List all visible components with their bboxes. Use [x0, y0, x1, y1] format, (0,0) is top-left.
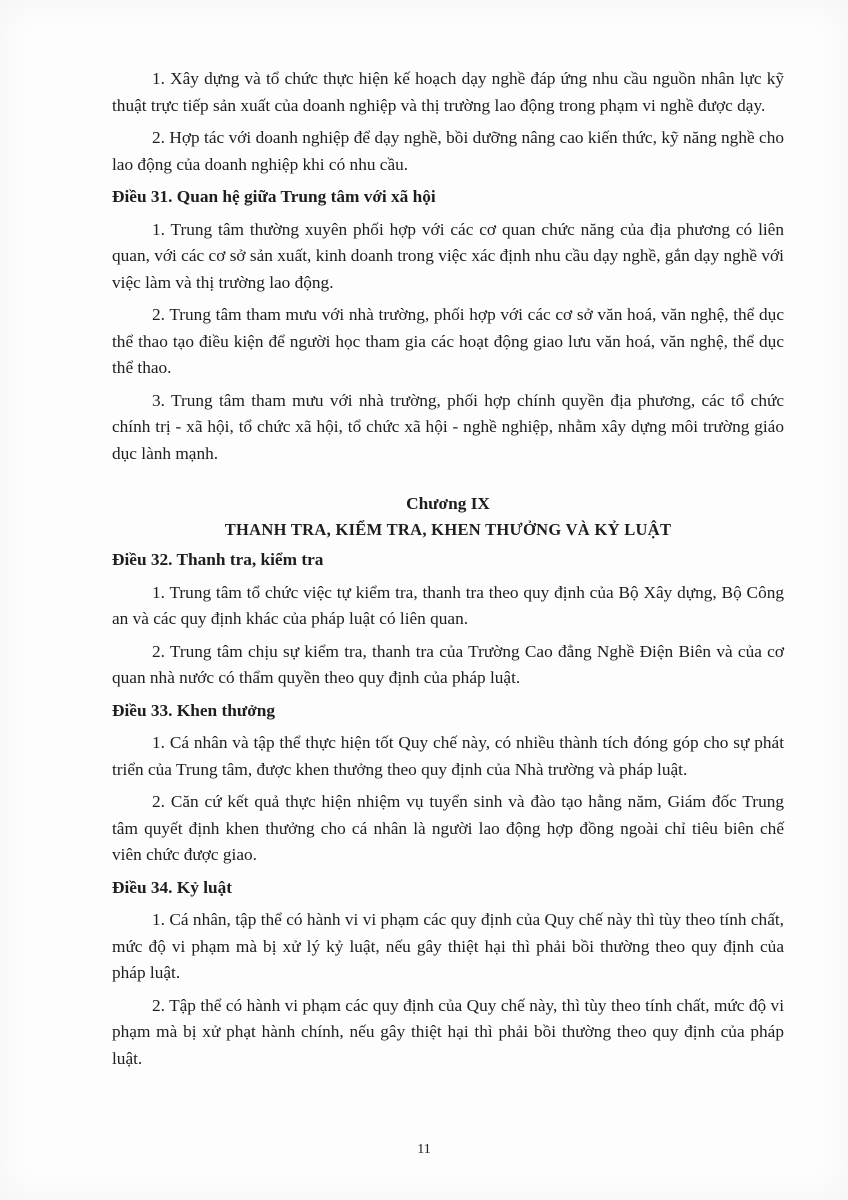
- article-31-paragraph-2: 2. Trung tâm tham mưu với nhà trường, phối hợp với các cơ sở văn hoá, văn nghệ, thể dục thể thao tạo điều kiện để người học tham gia các hoạt động giao lưu văn hoá, văn nghệ, thể dục thể thao.: [112, 305, 784, 377]
- article-33-paragraph-2: 2. Căn cứ kết quả thực hiện nhiệm vụ tuyển sinh và đào tạo hằng năm, Giám đốc Trung tâm quyết định khen thưởng cho cá nhân là người lao động hợp đồng ngoài chỉ tiêu biên chế viên chức được giao.: [112, 792, 784, 864]
- article-34-paragraph-1: 1. Cá nhân, tập thể có hành vi vi phạm các quy định của Quy chế này thì tùy theo tính chất, mức độ vi phạm mà bị xử lý kỷ luật, nếu gây thiệt hại thì phải bồi thường theo quy định của pháp luật.: [112, 910, 784, 982]
- article-33-paragraph-1: 1. Cá nhân và tập thể thực hiện tốt Quy chế này, có nhiều thành tích đóng góp cho sự phát triển của Trung tâm, được khen thưởng theo quy định của Nhà trường và pháp luật.: [112, 733, 784, 779]
- page-number: 11: [417, 1142, 431, 1157]
- article-33-heading: Điều 33. Khen thưởng: [112, 700, 276, 720]
- article-34-heading: Điều 34. Kỷ luật: [112, 877, 233, 897]
- article-31-paragraph-3: 3. Trung tâm tham mưu với nhà trường, phối hợp chính quyền địa phương, các tổ chức chính trị - xã hội, tổ chức xã hội, tổ chức xã hội - nghề nghiệp, nhằm xây dựng môi trường giáo dục lành mạnh.: [112, 390, 784, 463]
- article-32-paragraph-1: 1. Trung tâm tổ chức việc tự kiểm tra, thanh tra theo quy định của Bộ Xây dựng, Bộ Công an và các quy định khác của pháp luật có liên quan.: [112, 582, 784, 628]
- chapter-heading: [112, 491, 784, 543]
- intro-paragraph-2: 2. Hợp tác với doanh nghiệp để dạy nghề, bồi dưỡng nâng cao kiến thức, kỹ năng nghề cho lao động của doanh nghiệp khi có nhu cầu.: [112, 128, 784, 174]
- chapter-title: THANH TRA, KIỂM TRA, KHEN THƯỞNG VÀ KỶ LUẬT: [224, 520, 672, 539]
- article-31-heading: Điều 31. Quan hệ giữa Trung tâm với xã hội: [112, 187, 436, 206]
- article-32-heading: Điều 32. Thanh tra, kiểm tra: [112, 550, 324, 569]
- article-31-paragraph-1: 1. Trung tâm thường xuyên phối hợp với các cơ quan chức năng của địa phương có liên quan, với các cơ sở sản xuất, kinh doanh trong việc xác định nhu cầu dạy nghề, gắn dạy nghề với việc làm và thị trường lao động.: [112, 219, 784, 292]
- document-body: [112, 66, 784, 1078]
- article-32-paragraph-2: 2. Trung tâm chịu sự kiểm tra, thanh tra của Trường Cao đẳng Nghề Điện Biên và của cơ quan nhà nước có thẩm quyền theo quy định của pháp luật.: [112, 641, 784, 687]
- chapter-number: Chương IX: [406, 494, 490, 513]
- article-34-paragraph-2: 2. Tập thể có hành vi phạm các quy định của Quy chế này, thì tùy theo tính chất, mức độ vi phạm mà bị xử phạt hành chính, nếu gây thiệt hại thì phải bồi thường theo quy định của pháp luật.: [112, 995, 784, 1068]
- intro-paragraph-1: 1. Xây dựng và tổ chức thực hiện kế hoạch dạy nghề đáp ứng nhu cầu nguồn nhân lực kỹ thuật trực tiếp sản xuất của doanh nghiệp và thị trường lao động trong phạm vi nghề được dạy.: [112, 69, 784, 115]
